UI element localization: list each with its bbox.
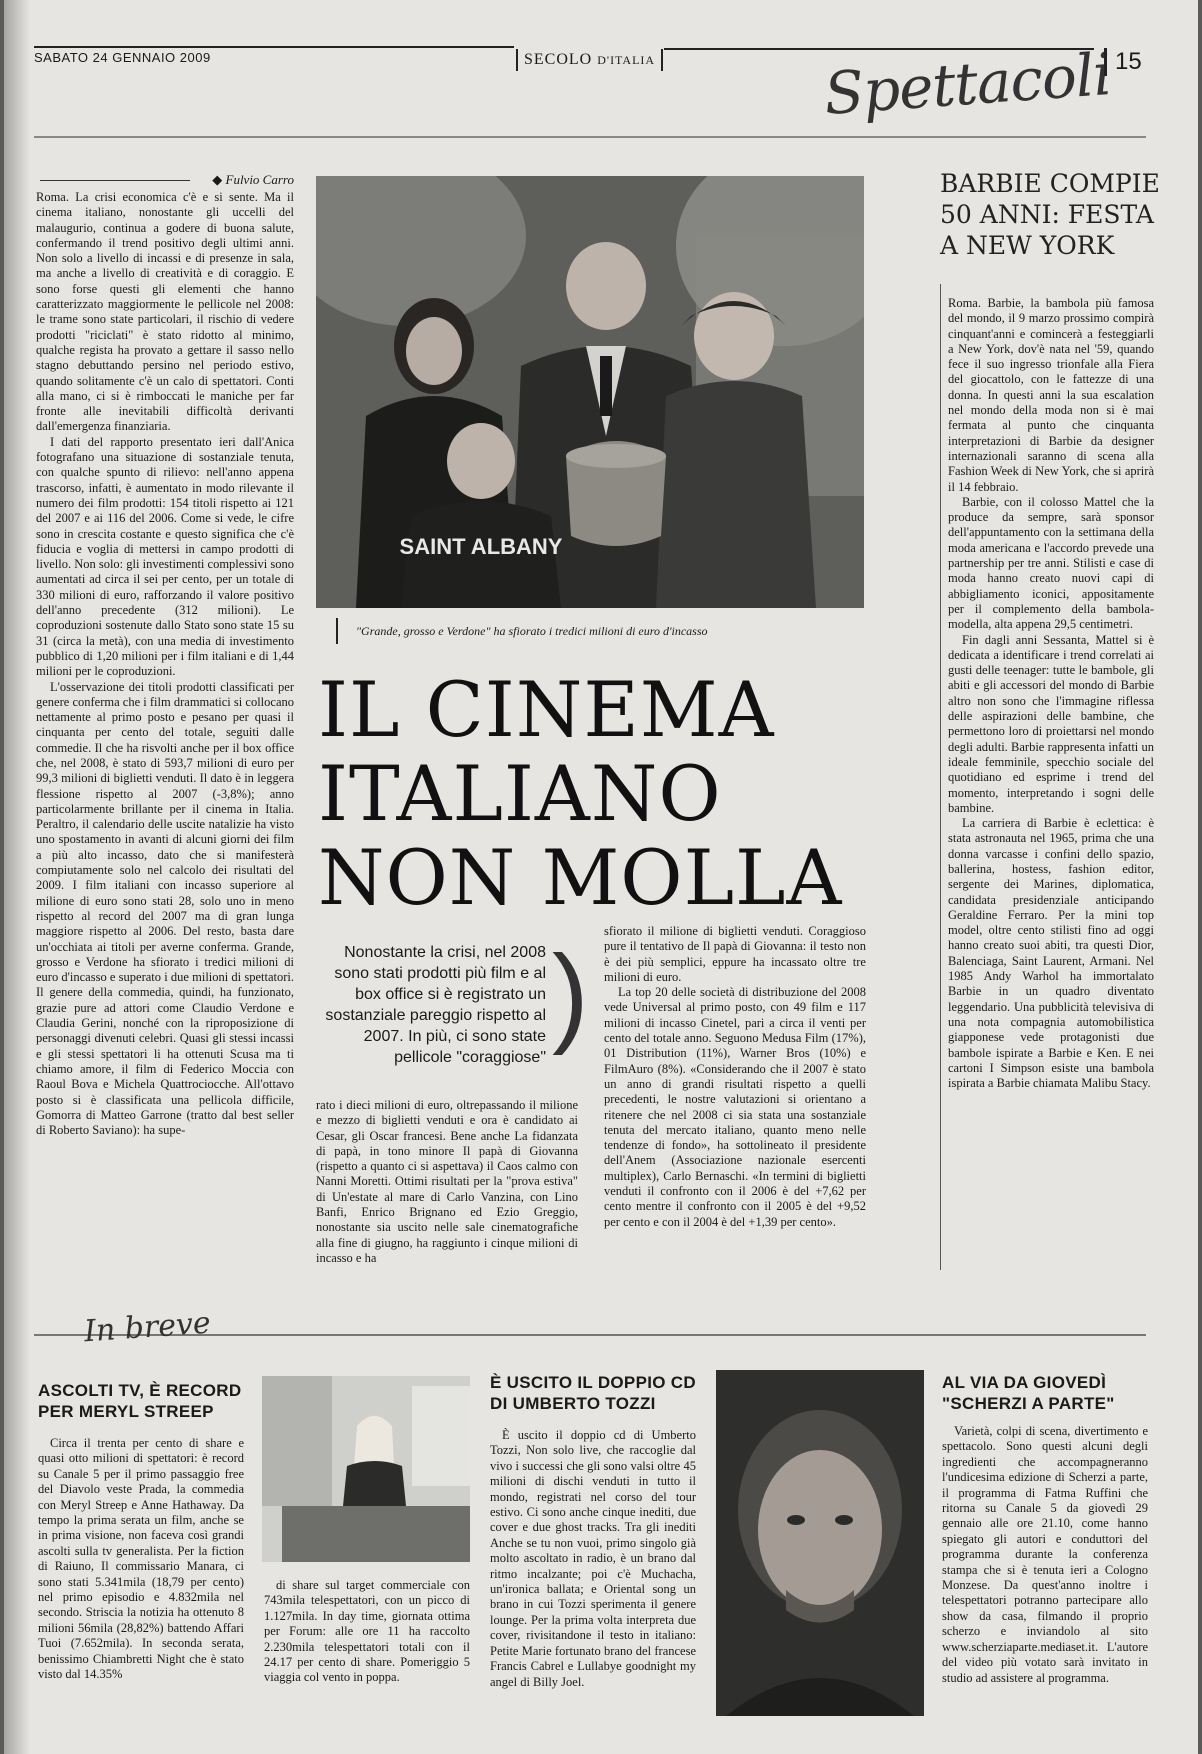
brief-body-ascolti-part-2	[264, 1578, 470, 1686]
paper-name-main: SECOLO	[524, 51, 593, 68]
brief-paragraph: di share sul target commerciale con 743mila telespettatori, con un picco di 1.127mila. In day time, giornata ottima per Forum: alle ore 11 ha raccolto 2.230mila telespettatori totali con il 24.17 per cento di share. Pomeriggio 5 viaggia col vento in poppa.	[264, 1578, 470, 1685]
article-paragraph: sfiorato il milione di biglietti venduti. Coraggioso pure il tentativo de Il papà di Giovanna: il testo non è dei più semplici, eppure ha incassato oltre tre milioni di euro.	[604, 924, 866, 984]
page-number: 15	[1104, 48, 1142, 76]
section-title: Spettacoli	[821, 40, 1113, 128]
sidebar-paragraph: Roma. Barbie, la bambola più famosa del mondo, il 9 marzo prossimo compirà cinquant'anni e comincerà a festeggiarli a New York, dov'è nata nel '59, quando fece il suo ingresso trionfale alla Fiera del giocattolo, con le fattezze di una donna. In questi anni la sua escalation nel mondo della moda non si è mai fermata al punto che cinquanta interpretazioni di Barbie da designer internazionali saranno di scena alla Fashion Week di New York, che si aprirà il 14 febbraio.	[948, 296, 1154, 494]
sidebar-headline: BARBIE COMPIE 50 ANNI: FESTA A NEW YORK	[940, 169, 1160, 260]
article-paragraph: L'osservazione dei titoli prodotti classificati per genere conferma che i film drammatici si collocano nettamente al primo posto e pesano per quasi il cinquanta per cento del totale, seguiti dalle commedie. Il che ha risvolti anche per il box office che, nel 2008, è stato di 593,7 milioni di euro per 99,3 milioni di biglietti venduti. Il dato è in leggera flessione rispetto al 2007 (-3,8%); anno particolarmente brillante per il cinema in Italia. Peraltro, il calendario delle uscite natalizie ha visto uno spostamento in avanti di alcuni giorni dei film a più alto incasso, dato che si manifesterà compiutamente solo nel calcolo dei risultati del 2009. I film italiani con incasso superiore al milione di euro sono stati 28, solo uno in meno rispetto al record del 2007 ma di gran lunga maggiore rispetto al 2006. Del resto, basta dare un'occhiata ai titoli per averne conferma. Grande, grosso e Verdone ha sfiorato i tredici milioni di euro d'incasso e superato i due milioni di spettatori. Il genere della commedia, quindi, ha funzionato, grazie pure ad attori come Claudio Verdone e Claudia Gerini, nonché con la riproposizione di personaggi divenuti celebri. Quasi gli stessi incassi e gli stessi spettatori li ha ottenuti Scusa ma ti chiamo amore, il film di Federico Moccia con Raoul Bova e Michela Quattrociocche. All'ottavo posto si è classificata una pellicola difficile, Gomorra di Matteo Garrone (tratto dal best seller di Roberto Saviano): ha supe-	[36, 679, 294, 1138]
sidebar-paragraph: Barbie, con il colosso Mattel che la produce da sempre, sarà sponsor dell'appuntamento con la settimana della moda americana e l'accordo prevede una partnership per tre anni. Stilisti e case di moda hanno creato nuovi capi di abbigliamento iconici, appositamente per il complemento della bambola-modella, alta appena 29,5 centimetri.	[948, 494, 1154, 632]
article-paragraph: rato i dieci milioni di euro, oltrepassando il milione e mezzo di biglietti venduti e ora è candidato ai Cesar, gli Oscar francesi. Bene anche La fidanzata di papà, in tono minore Il papà di Giovanna (rispetto a quanto ci si aspettava) il Caos calmo con Nanni Moretti. Ottimi risultati per la "prova estiva" di Un'estate al mare di Carlo Vanzina, con Lino Banfi, Enrico Brignano ed Ezio Greggio, nonostante sia uscito nelle sale cinematografiche alla fine di giugno, ha raggiunto i cinque milioni di incasso e ha	[316, 1098, 578, 1265]
portrait-illustration	[716, 1370, 924, 1716]
main-headline	[318, 665, 878, 922]
brief-paragraph: È uscito il doppio cd di Umberto Tozzi, Non solo live, che raccoglie dal vivo i successi che gli sono valsi oltre 45 milioni di dischi venduti in tutto il mondo, registrati nel corso del tour estivo. Ci sono anche cinque inediti, due cover e due ghost tracks. Tra gli inediti Anche se tu non vuoi, primo singolo già molto ascoltato in radio, è un brano dal ritmo incalzante; poi c'è Muchacha, un'ironica ballata; e Oriental song un brano in cui Tozzi sperimenta il genere lounge. Per la prima volta interpreta due cover, rivisitandone il testo in italiano: Petite Marie fortunato brano del francese Francis Cabrel e Lullabye goodnight my angel di Billy Joel.	[490, 1428, 696, 1689]
office-scene-illustration	[262, 1376, 470, 1562]
main-article-column-2	[316, 1098, 578, 1266]
dek-parenthesis: )	[552, 933, 589, 1056]
headline-line: NON MOLLA	[318, 833, 843, 922]
brief-body-ascolti-part-1	[38, 1436, 244, 1683]
brief-paragraph: Circa il trenta per cento di share e quasi otto milioni di spettatori: è record su Canale 5 per il primo passaggio free del Diavolo veste Prada, la commedia con Meryl Streep e Anne Hathaway. Da tempo la prima serata un film, anche se in prima visione, non faceva così grandi ascolti sulla tv generalista. Per la fiction di Raiuno, Il commissario Manara, ci sono stati 5.341mila (18,79 per cento) nel primo episodio e 4.832mila nel secondo. Striscia la notizia ha ottenuto 8 milioni 56mila (28,82%) battendo Affari Tuoi (7.652mila). In seconda serata, benissimo Chiambretti Night che è stato visto dal 14.35%	[38, 1436, 244, 1682]
photo-caption: "Grande, grosso e Verdone" ha sfiorato i tredici milioni di euro d'incasso	[356, 624, 708, 638]
article-dek: Nonostante la crisi, nel 2008 sono stati prodotti più film e al box office si è registrato un sostanziale pareggio rispetto al 2007. In più, ci sono state pellicole "coraggiose"	[325, 944, 546, 1066]
header-divider	[34, 136, 1146, 138]
headline-line: ITALIANO	[318, 749, 722, 838]
article-paragraph: I dati del rapporto presentato ieri dall'Anica fotografano una situazione di sostanziale tenuta, con qualche spunto di rilievo: nell'anno appena trascorso, infatti, è aumentato in modo rilevante il numero dei film prodotti: 154 titoli rispetto ai 121 del 2007 e ai 116 del 2006. Come si vede, le cifre sono in crescita costante e questo significa che c'è fiducia e voglia di mettersi in campo prodotti di livello. Non solo: gli investimenti complessivi sono aumentati ad circa il sei per cento, per un totale di 330 milioni di euro, rafforzando il valore positivo dell'anno precedente (312 milioni). Le coproduzioni sostenute dallo Stato sono state 15 su 31 (circa la metà), con una media di investimento pubblico di 1,20 milioni per i film italiani e di 1,44 milioni per le coproduzioni.	[36, 434, 294, 679]
brief-body-scherzi	[942, 1424, 1148, 1686]
shirt-text: SAINT ALBANY	[399, 534, 563, 559]
brief-photo-office	[262, 1376, 470, 1562]
header-rule-left	[34, 46, 514, 48]
brief-title-scherzi: AL VIA DA GIOVEDÌ "SCHERZI A PARTE"	[942, 1373, 1115, 1413]
brief-photo-portrait	[716, 1370, 924, 1716]
paper-name-suffix: D'ITALIA	[597, 53, 656, 67]
family-portrait-illustration	[316, 176, 864, 608]
in-breve-tag: In breve	[82, 1305, 212, 1350]
caption-bar	[336, 618, 338, 644]
brief-body-tozzi	[490, 1428, 696, 1690]
brief-title-ascolti: ASCOLTI TV, È RECORD PER MERYL STREEP	[38, 1381, 242, 1421]
article-paragraph: Roma. La crisi economica c'è e si sente. Ma il cinema italiano, nonostante gli uccelli del malaugurio, continua a godere di buona salute, confermando il trend positivo degli ultimi anni. Non solo a livello di incassi e di presenze in sala, ma anche a livello di creatività e di coraggio. E sono forse questi gli elementi che hanno caratterizzato maggiormente le pellicole nel 2008: le trame sono state particolari, il rischio di vedere prodotti "riciclati" è stato ridotto al minimo, qualche regista ha provato a gettare il sasso nello stagno debuttando persino nel periodo estivo, quando solitamente c'è un calo di spettatori. Conti alla mano, ci si è rimboccati le maniche per far fronte alle inevitabili difficoltà derivanti dall'emergenza finanziaria.	[36, 190, 294, 434]
sidebar-paragraph: Fin dagli anni Sessanta, Mattel si è dedicata a identificare i trend correlati ai gusti delle teenager: tutte le bambole, gli abiti e gli accessori del mondo di Barbie altro non sono che l'immagine riflessa delle aspirazioni delle bambine, che permettono loro di proiettarsi nel mondo degli adulti. Barbie rappresenta infatti un ideale femminile, specchio sociale del quotidiano ed esprime i trend del momento, interpretando i sogni delle bambine.	[948, 632, 1154, 815]
main-article-column-1	[36, 190, 294, 1138]
sidebar-paragraph: La carriera di Barbie è eclettica: è stata astronauta nel 1965, prima che una donna varcasse i confini dello spazio, ballerina, hostess, fashion editor, sergente dei Marines, diplomatica, candidata presidenziale anticipando Geraldine Ferraro. Per la mini top model, oltre cento stilisti fino ad oggi hanno creato suoi abiti, tra questi Dior, Balenciaga, Saint Laurent, Armani. Nel 1985 Andy Warhol ha immortalato Barbie in un quadro diventato leggendario. Una pubblicità televisiva di una nota compagnia automobilistica giapponese vede protagonisti due bambole ispirate a Barbie e Ken. E nei cartoni I Simpson esiste una bambola ispirata a Barbie chiamata Malibu Stacy.	[948, 816, 1154, 1091]
main-photo	[316, 176, 864, 608]
paper-name	[516, 49, 663, 71]
newspaper-page	[4, 0, 1198, 1754]
brief-title-tozzi: È USCITO IL DOPPIO CD DI UMBERTO TOZZI	[490, 1373, 696, 1413]
brief-paragraph: Varietà, colpi di scena, divertimento e spettacolo. Sono questi alcuni degli ingredienti che accompagneranno l'undicesima edizione di Scherzi a parte, il programma di Fatma Ruffini che ritorna su Canale 5 da giovedì 29 gennaio alle ore 21.10, come hanno spiegato gli autori e conduttori del programma durante la conferenza stampa che si è tenuta ieri a Cologno Monzese. Da quest'anno inoltre i telespettatori potranno partecipare allo show da casa, filmando il proprio scherzo e inviandolo al sito www.scherziaparte.mediaset.it. L'autore del video più votato sarà invitato in studio ad assistere al programma.	[942, 1424, 1148, 1685]
main-article-column-3	[604, 924, 866, 1230]
article-paragraph: La top 20 delle società di distribuzione del 2008 vede Universal al primo posto, con 49 film e 117 milioni di incasso Cinetel, pari a circa il venti per cento del totale anno. Seguono Medusa Film (17%), 01 Distribution (11%), Warner Bros (10%) e FilmAuro (8%). «Considerando che il 2007 è stato un anno di grandi risultati rispetto a quelli precedenti, le nostre valutazioni si orientano a ritenere che nel 2008 ci sia stata una sostanziale tenuta del mercato italiano, quanto meno nelle tendenze di fondo», ha sottolineato il presidente dell'Anem (Associazione nazionale esercenti multiplex), Carlo Bernaschi. «In termini di biglietti venduti il confronto con il 2006 è del +7,62 per cento mentre il confronto con il 2005 è del +9,52 per cento e con il 2004 è del +1,39 per cento».	[604, 985, 866, 1229]
byline: ◆ Fulvio Carro	[40, 172, 294, 188]
issue-date: SABATO 24 GENNAIO 2009	[34, 50, 211, 65]
sidebar-article-body	[948, 296, 1154, 1091]
headline-line: IL CINEMA	[318, 665, 775, 754]
